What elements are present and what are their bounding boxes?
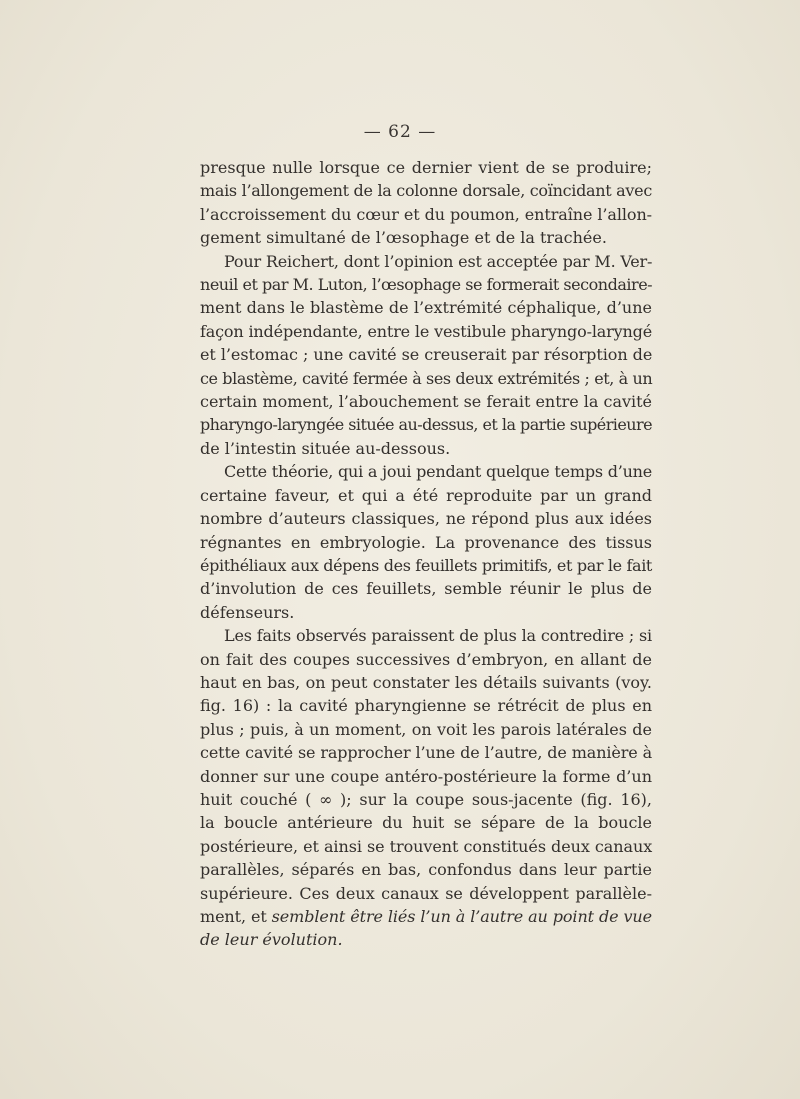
text-line: régnantes en embryologie. La provenance des tissus bbox=[200, 532, 652, 552]
text-line: gement simultané de l’œsophage et de la trachée. bbox=[200, 228, 607, 248]
text-line: haut en bas, on peut constater les détails suivants (voy. bbox=[200, 672, 652, 692]
text-line: défenseurs. bbox=[200, 602, 295, 622]
text-line: ment dans le blastème de l’extrémité céphalique, d’une bbox=[200, 298, 652, 318]
text-line: presque nulle lorsque ce dernier vient de se produire; bbox=[200, 158, 652, 177]
text-line: neuil et par M. Luton, l’œsophage se formerait secondaire- bbox=[200, 275, 653, 295]
paragraph-4 bbox=[200, 624, 652, 952]
italic-text: de leur évolution. bbox=[200, 930, 343, 950]
page-number: — 62 — bbox=[363, 122, 437, 142]
text-line: la boucle antérieure du huit se sépare de la boucle bbox=[200, 813, 652, 833]
text-line: cette cavité se rapprocher l’une de l’autre, de manière à bbox=[200, 743, 652, 763]
text-line: postérieure, et ainsi se trouvent constitués deux canaux bbox=[200, 836, 653, 856]
text-line: certaine faveur, et qui a été reproduite par un grand bbox=[200, 485, 652, 505]
paragraph-1 bbox=[200, 156, 652, 250]
text-segment: ment, et bbox=[200, 907, 267, 926]
text-line: de l’intestin située au-dessous. bbox=[200, 438, 451, 458]
text-line: supérieure. Ces deux canaux se développent parallèle- bbox=[200, 883, 652, 903]
text-line: Pour Reichert, dont l’opinion est acceptée par M. Ver- bbox=[224, 251, 653, 271]
text-line bbox=[200, 928, 652, 951]
italic-text: semblent être liés l’un à l’autre au point de vue bbox=[271, 907, 653, 926]
text-line: et l’estomac ; une cavité se creuserait par résorption de bbox=[200, 345, 653, 365]
text-line: façon indépendante, entre le vestibule pharyngo-laryngé bbox=[200, 321, 653, 341]
text-line: pharyngo-laryngée située au-dessus, et la partie supérieure bbox=[200, 415, 652, 435]
text-line: huit couché ( ∞ ); sur la coupe sous-jacente (fig. 16), bbox=[200, 789, 652, 809]
text-line: Les faits observés paraissent de plus la contredire ; si bbox=[224, 626, 652, 646]
text-line: l’accroissement du cœur et du poumon, entraîne l’allon- bbox=[200, 204, 652, 224]
text-line-mixed bbox=[200, 905, 652, 928]
paragraph-3 bbox=[200, 460, 652, 624]
text-line: on fait des coupes successives d’embryon, en allant de bbox=[200, 649, 652, 669]
text-line: épithéliaux aux dépens des feuillets primitifs, et par le fait bbox=[200, 555, 652, 575]
text-line: mais l’allongement de la colonne dorsale, coïncidant avec bbox=[200, 181, 652, 201]
text-line: donner sur une coupe antéro-postérieure la forme d’un bbox=[200, 766, 652, 786]
text-line: parallèles, séparés en bas, confondus dans leur partie bbox=[200, 860, 652, 880]
paragraph-2 bbox=[200, 250, 652, 461]
text-line: fig. 16) : la cavité pharyngienne se rétrécit de plus en bbox=[200, 696, 652, 716]
text-line: Cette théorie, qui a joui pendant quelque temps d’une bbox=[224, 462, 652, 482]
text-line: ce blastème, cavité fermée à ses deux extrémités ; et, à un bbox=[200, 368, 653, 388]
text-line: plus ; puis, à un moment, on voit les parois latérales de bbox=[200, 719, 652, 739]
text-line: nombre d’auteurs classiques, ne répond plus aux idées bbox=[200, 509, 652, 529]
body-text bbox=[200, 156, 652, 952]
text-line: d’involution de ces feuillets, semble réunir le plus de bbox=[200, 579, 652, 599]
text-line: certain moment, l’abouchement se ferait entre la cavité bbox=[200, 392, 652, 412]
